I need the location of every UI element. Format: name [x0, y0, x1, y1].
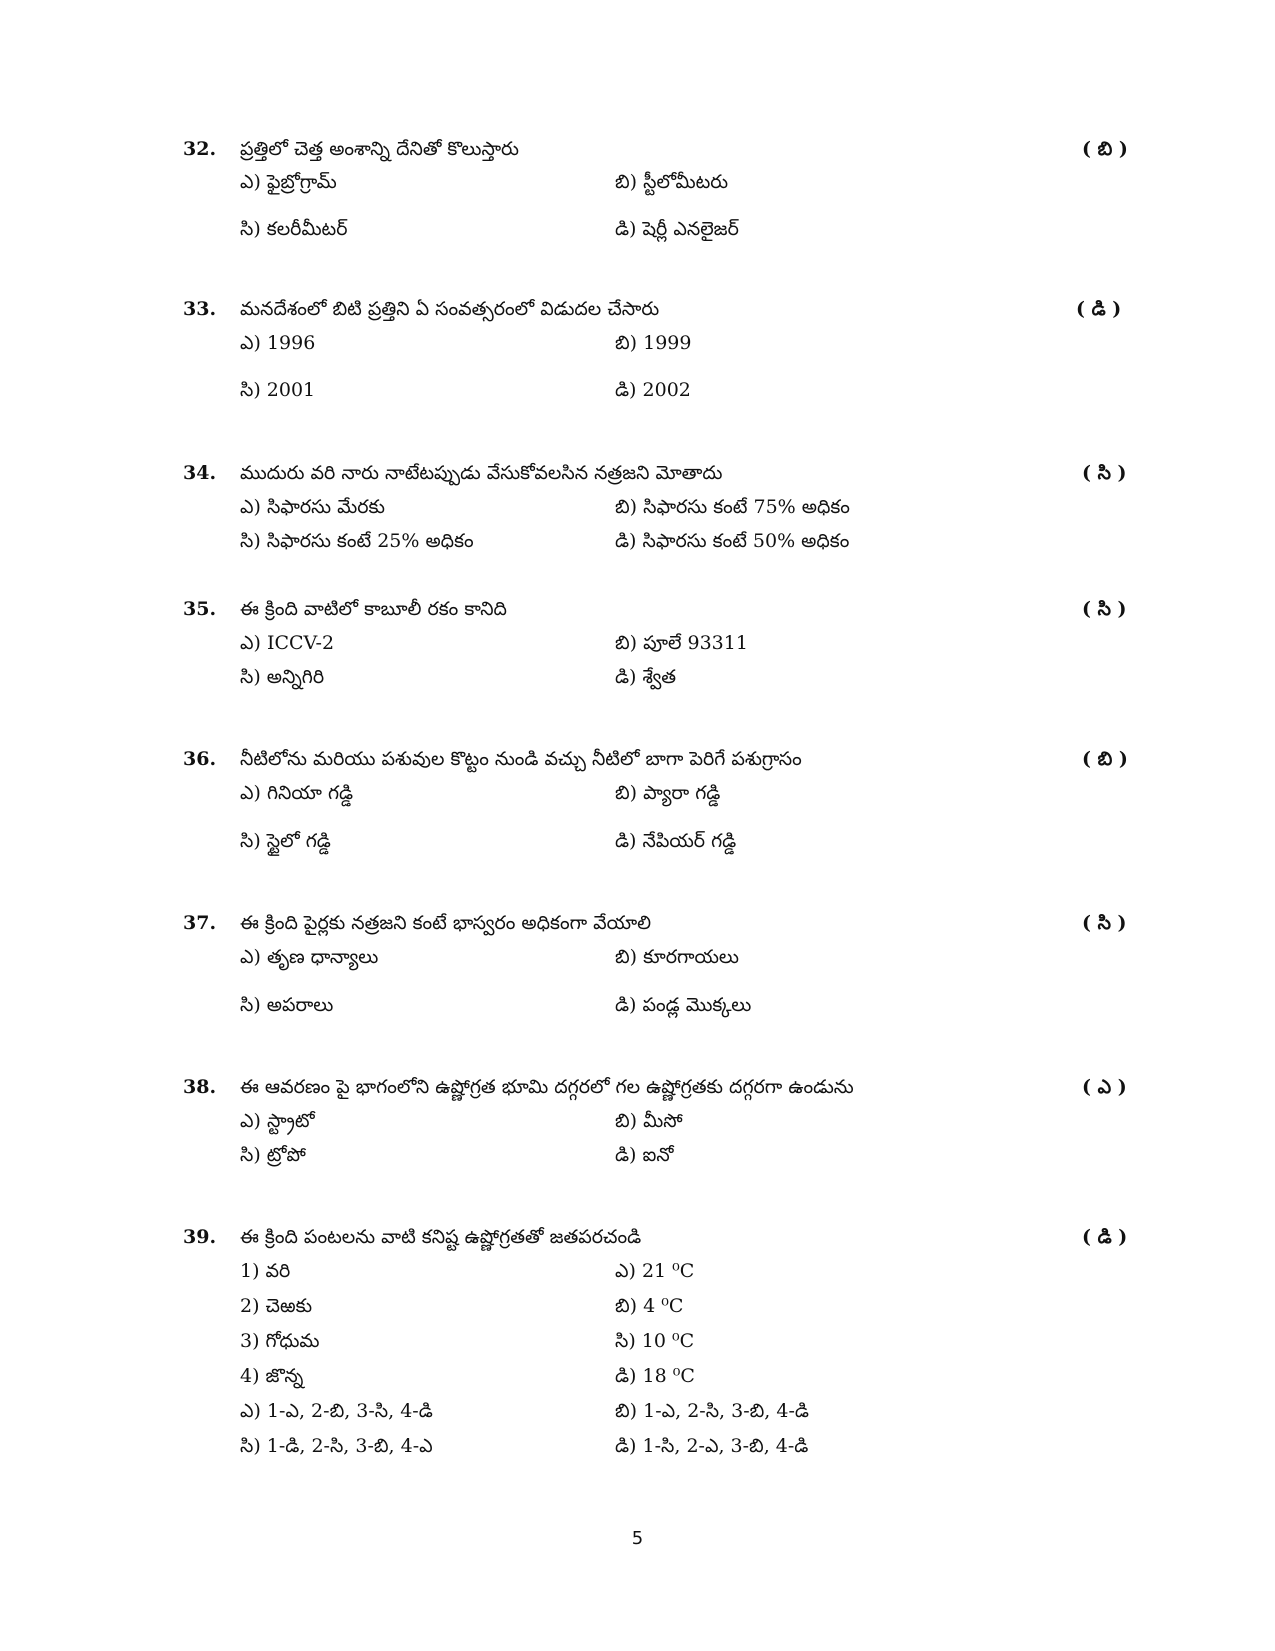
question-number: 36. [183, 748, 217, 770]
question-number: 35. [183, 598, 217, 620]
option-b: బి) మీసో [615, 1110, 683, 1132]
option-d: డి) నేపియర్ గడ్డి [615, 830, 737, 852]
answer-key: ( సి ) [1082, 912, 1127, 934]
option-a: ఎ) 1-ఎ, 2-బి, 3-సి, 4-డి [240, 1400, 433, 1422]
match-item-4: 4) జొన్న [240, 1365, 304, 1387]
option-b: బి) 1-ఎ, 2-సి, 3-బి, 4-డి [615, 1400, 809, 1422]
option-c: సి) సిఫారసు కంటే 25% అధికం [240, 530, 474, 552]
answer-key: ( సి ) [1082, 462, 1127, 484]
option-b: బి) కూరగాయలు [615, 946, 739, 968]
option-c: సి) అపరాలు [240, 994, 334, 1016]
option-c: సి) అన్నిగిరి [240, 666, 325, 688]
match-value-c: సి) 10 ⁰C [615, 1330, 695, 1352]
question-text: ముదురు వరి నారు నాటేటప్పుడు వేసుకోవలసిన నత్రజని మోతాదు [240, 462, 723, 484]
option-b: బి) స్టీలోమీటరు [615, 171, 729, 193]
question-number: 39. [183, 1226, 217, 1248]
option-a: ఎ) ICCV-2 [240, 632, 335, 654]
option-d: డి) 2002 [615, 379, 691, 401]
question-text: ఈ క్రింది పైర్లకు నత్రజని కంటే భాస్వరం అధికంగా వేయాలి [240, 912, 652, 934]
answer-key: ( డి ) [1076, 298, 1122, 320]
option-c: సి) ట్రోపో [240, 1144, 306, 1166]
answer-key: ( సి ) [1082, 598, 1127, 620]
option-b: బి) సిఫారసు కంటే 75% అధికం [615, 496, 850, 518]
option-d: డి) ఐనో [615, 1144, 674, 1166]
option-a: ఎ) గినియా గడ్డి [240, 782, 354, 804]
question-number: 38. [183, 1076, 217, 1098]
option-c: సి) 1-డి, 2-సి, 3-బి, 4-ఎ [240, 1435, 433, 1457]
question-number: 37. [183, 912, 217, 934]
option-d: డి) షెర్లీ ఎనలైజర్ [615, 218, 739, 240]
option-d: డి) 1-సి, 2-ఎ, 3-బి, 4-డి [615, 1435, 809, 1457]
option-a: ఎ) ఫైబ్రోగ్రామ్ [240, 171, 337, 193]
option-c: సి) కలరీమీటర్ [240, 218, 348, 240]
option-a: ఎ) తృణ ధాన్యాలు [240, 946, 379, 968]
option-b: బి) 1999 [615, 332, 692, 354]
option-a: ఎ) స్ట్రాటో [240, 1110, 315, 1132]
answer-key: ( ఎ ) [1082, 1076, 1127, 1098]
question-text: ప్రత్తిలో చెత్త అంశాన్ని దేనితో కొలుస్తారు [240, 138, 519, 160]
option-b: బి) ప్యారా గడ్డి [615, 782, 721, 804]
question-number: 34. [183, 462, 217, 484]
answer-key: ( డి ) [1082, 1226, 1128, 1248]
question-text: నీటిలోను మరియు పశువుల కొట్టం నుండి వచ్చు నీటిలో బాగా పెరిగే పశుగ్రాసం [240, 748, 802, 770]
option-d: డి) సిఫారసు కంటే 50% అధికం [615, 530, 850, 552]
option-c: సి) 2001 [240, 379, 316, 401]
answer-key: ( బి ) [1082, 138, 1128, 160]
option-d: డి) పండ్ల మొక్కలు [615, 994, 752, 1016]
option-b: బి) పూలే 93311 [615, 632, 748, 654]
match-item-3: 3) గోధుమ [240, 1330, 320, 1352]
answer-key: ( బి ) [1082, 748, 1128, 770]
question-text: ఈ క్రింది వాటిలో కాబూలీ రకం కానిది [240, 598, 507, 620]
question-number: 32. [183, 138, 217, 160]
option-c: సి) స్టైలో గడ్డి [240, 830, 331, 852]
question-text: మనదేశంలో బిటి ప్రత్తిని ఏ సంవత్సరంలో విడుదల చేసారు [240, 298, 660, 320]
match-item-1: 1) వరి [240, 1260, 291, 1282]
match-value-a: ఎ) 21 ⁰C [615, 1260, 695, 1282]
match-value-d: డి) 18 ⁰C [615, 1365, 695, 1387]
question-number: 33. [183, 298, 217, 320]
page-number: 5 [631, 1528, 644, 1549]
option-d: డి) శ్వేత [615, 666, 677, 688]
option-a: ఎ) 1996 [240, 332, 316, 354]
option-a: ఎ) సిఫారసు మేరకు [240, 496, 385, 518]
match-value-b: బి) 4 ⁰C [615, 1295, 684, 1317]
question-text: ఈ క్రింది పంటలను వాటి కనిష్ట ఉష్ణోగ్రతతో జతపరచండి [240, 1226, 642, 1248]
question-text: ఈ ఆవరణం పై భాగంలోని ఉష్ణోగ్రత భూమి దగ్గరలో గల ఉష్ణోగ్రతకు దగ్గరగా ఉండును [240, 1076, 854, 1098]
match-item-2: 2) చెఱకు [240, 1295, 313, 1317]
